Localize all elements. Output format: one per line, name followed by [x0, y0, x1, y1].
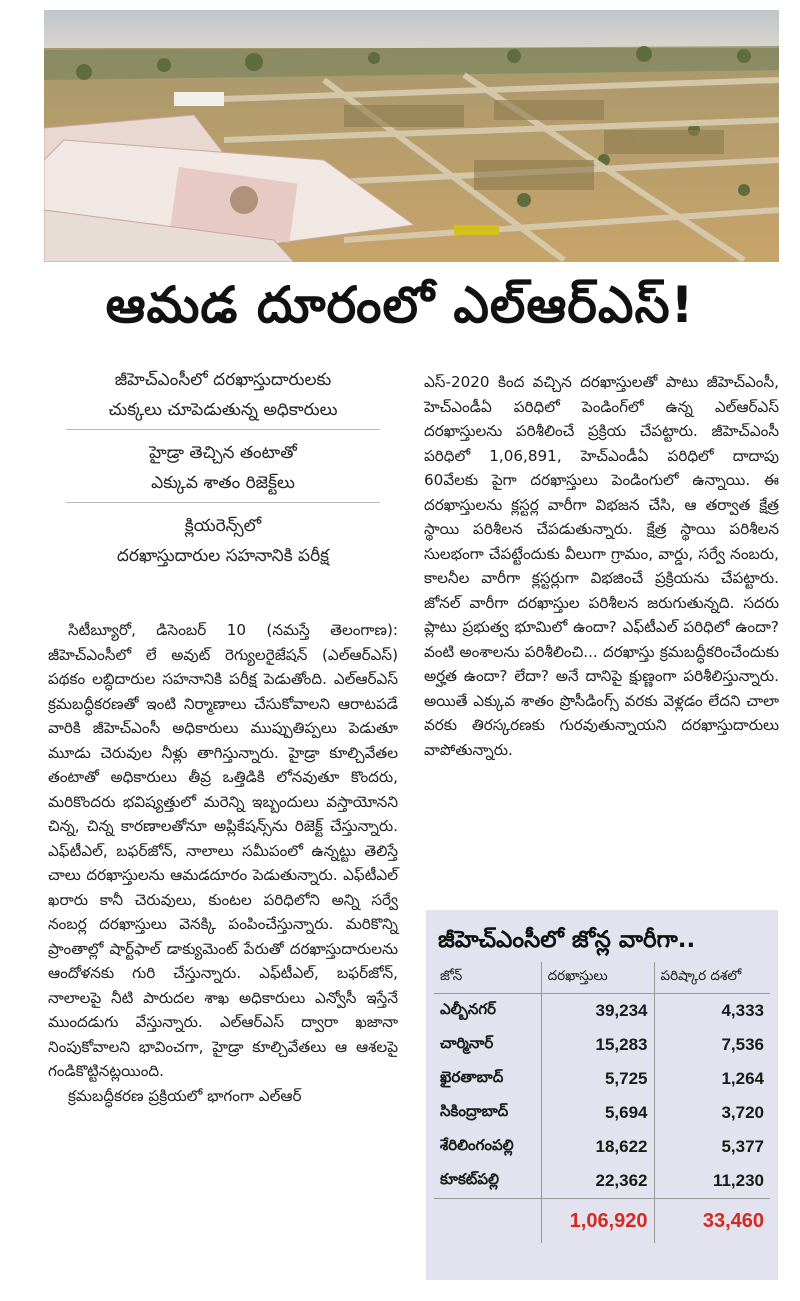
zone-applications: 22,362 [541, 1164, 654, 1199]
subhead-divider [66, 502, 380, 503]
article-paragraph: ఎస్‌-2020 కింద వచ్చిన దరఖాస్తులతో పాటు జీహెచ్‌ఎంసీ, హెచ్‌ఎండీఏ పరిధిలో పెండింగ్‌లో ఉన్న ఎల్‌ఆర్‌ఎస్‌ దరఖాస్తులను పరిశీలించే ప్రక్రియ చేపట్టారు. జీహెచ్‌ఎంసీ పరిధిలో 1,06,891, హెచ్‌ఎండీఏ పరిధిలో దాదాపు 60వేలకు పైగా దరఖాస్తులు పెండింగులో ఉన్నాయి. ఈ దరఖాస్తులను క్లస్టర్ల వారీగా విభజన చేసి, ఆ తర్వాత క్షేత్ర స్థాయి పరిశీలన చేపడుతున్నారు. క్షేత్ర స్థాయి పరిశీలన సులభంగా చేపట్టేందుకు వీలుగా గ్రామం, వార్డు, సర్వే నంబరు, కాలనీల వారీగా క్లస్టర్లుగా విభజించే ప్రక్రియను చేపట్టారు. జోనల్‌ వారీగా దరఖాస్తుల పరిశీలన జరుగుతున్నది. సదరు ప్లాటు ప్రభుత్వ భూమిలో ఉందా? ఎఫ్‌టీఎల్‌ పరిధిలో ఉందా? వంటి అంశాలను పరిశీలించి... దరఖాస్తు క్రమబద్ధీకరించేందుకు అర్హత ఉందా? లేదా? అనే దానిపై క్షుణ్ణంగా పరిశీలిస్తున్నారు. అయితే ఎక్కువ శాతం ప్రొసీడింగ్స్‌ వరకు వెళ్లడం లేదని చాలా వరకు తిరస్కరణకు గురవుతున్నాయని దరఖాస్తుదారులు వాపోతున్నారు. [424, 373, 779, 759]
zone-applications: 18,622 [541, 1130, 654, 1164]
article-paragraph: సిటీబ్యూరో, డిసెంబర్‌ 10 (నమస్తే తెలంగాణ): జీహెచ్‌ఎంసీలో లే అవుట్‌ రెగ్యులరైజేషన్‌ (ఎల్‌ఆర్‌ఎస్‌) పథకం లబ్ధిదారుల సహనానికి పరీక్ష పెడుతోంది. ఎల్‌ఆర్‌ఎస్‌ క్రమబద్ధీకరణతో ఇంటి నిర్మాణాలు చేసుకోవాలని ఆరాటపడే వారికి జీహెచ్‌ఎంసీ అధికారులు ముప్పుతిప్పలు పెడుతూ మూడు చెరువుల నీళ్లు తాగిస్తున్నారు. హైడ్రా కూల్చివేతల తంటాతో అధికారులు తీవ్ర ఒత్తిడికి లోనవుతూ కొందరు, మరికొందరు భవిష్యత్తులో మరెన్ని ఇబ్బందులు వస్తాయోనని చిన్న, చిన్న కారణాలతోనూ అప్లికేషన్స్‌ను రిజెక్ట్‌ చేస్తున్నారు. ఎఫ్‌టీఎల్‌, బఫర్‌జోన్‌, నాలాలు సమీపంలో ఉన్నట్టు తెలిస్తే చాలు దరఖాస్తులను ఆమడదూరం పెడుతున్నారు. ఎఫ్‌టీఎల్‌ ఖరారు కానీ చెరువులు, కుంటల పరిధిలోని అన్ని సర్వే నంబర్ల దరఖాస్తులు వెనక్కి పంపించేస్తున్నారు. మరికొన్ని ప్రాంతాల్లో షార్ట్‌ఫాల్‌ డాక్యుమెంట్‌ పేరుతో దరఖాస్తుదారులను ఆందోళనకు గురి చేస్తున్నారు. ఎఫ్‌టీఎల్‌, బఫర్‌జోన్‌, నాలాలపై నీటి పారుదల శాఖ అధికారులు ఎన్వోసీ ఇస్తేనే ముందడుగు వేస్తున్నారు. ఎల్‌ఆర్‌ఎస్‌ ద్వారా ఖజానా నింపుకోవాలని భావించగా, హైడ్రా కూల్చివేతలు ఆ ఆశలపై గండికొట్టినట్లయింది. [48, 621, 398, 1080]
subhead-1a: జీహెచ్‌ఎంసీలో దరఖాస్తుదారులకు [114, 370, 332, 390]
zone-applications: 39,234 [541, 994, 654, 1029]
left-article-body [48, 618, 398, 1108]
zone-applications: 15,283 [541, 1028, 654, 1062]
table-row [434, 1062, 770, 1096]
header-zone: జోన్‌ [434, 962, 541, 994]
table-header-row [434, 962, 770, 994]
table-row [434, 1096, 770, 1130]
zone-applications: 5,725 [541, 1062, 654, 1096]
table-row [434, 994, 770, 1029]
table-row [434, 1028, 770, 1062]
subhead-1b: చుక్కలు చూపెడుతున్న అధికారులు [108, 400, 338, 420]
header-resolution: పరిష్కార దశలో [654, 962, 770, 994]
table-row [434, 1164, 770, 1199]
layout-plots-photo [44, 10, 779, 262]
total-row [434, 1199, 770, 1244]
zone-name: ఖైరతాబాద్‌ [434, 1062, 541, 1096]
subhead-3b: దరఖాస్తుదారుల సహనానికి పరీక్ష [116, 546, 330, 566]
zones-table [434, 962, 770, 1243]
subhead-2b: ఎక్కువ శాతం రిజెక్ట్‌లు [151, 473, 295, 493]
subhead-divider [66, 429, 380, 430]
zone-resolution: 3,720 [721, 1103, 764, 1122]
table-row [434, 1130, 770, 1164]
zone-resolution: 4,333 [721, 1001, 764, 1020]
zone-resolution: 7,536 [721, 1035, 764, 1054]
zones-box [426, 910, 778, 1280]
zone-name: సికింద్రాబాద్‌ [434, 1096, 541, 1130]
zone-name: శేరిలింగంపల్లి [434, 1130, 541, 1164]
total-applications: 1,06,920 [541, 1199, 654, 1244]
zone-resolution: 1,264 [721, 1069, 764, 1088]
zone-name: చార్మినార్‌ [434, 1028, 541, 1062]
article-paragraph: క్రమబద్ధీకరణ ప్రక్రియలో భాగంగా ఎల్‌ఆర్‌ [68, 1086, 302, 1105]
headline: ఆమడ దూరంలో ఎల్‌ఆర్‌ఎస్‌! [105, 276, 695, 334]
right-article-body [424, 370, 779, 762]
subhead-2a: హైడ్రా తెచ్చిన తంటాతో [149, 443, 297, 463]
header-applications: దరఖాస్తులు [541, 962, 654, 994]
total-resolution: 33,460 [654, 1199, 770, 1244]
zone-name: కూకట్‌పల్లి [434, 1164, 541, 1199]
subhead-3a: క్లియరెన్స్‌లో [184, 516, 262, 536]
total-label-cell [434, 1199, 541, 1244]
zone-resolution: 5,377 [721, 1137, 764, 1156]
subheads [48, 365, 398, 571]
zones-title: జీహెచ్‌ఎంసీలో జోన్ల వారీగా.. [438, 927, 696, 953]
zone-name: ఎల్బీనగర్‌ [434, 994, 541, 1029]
zone-applications: 5,694 [541, 1096, 654, 1130]
zone-resolution: 11,230 [712, 1171, 764, 1190]
